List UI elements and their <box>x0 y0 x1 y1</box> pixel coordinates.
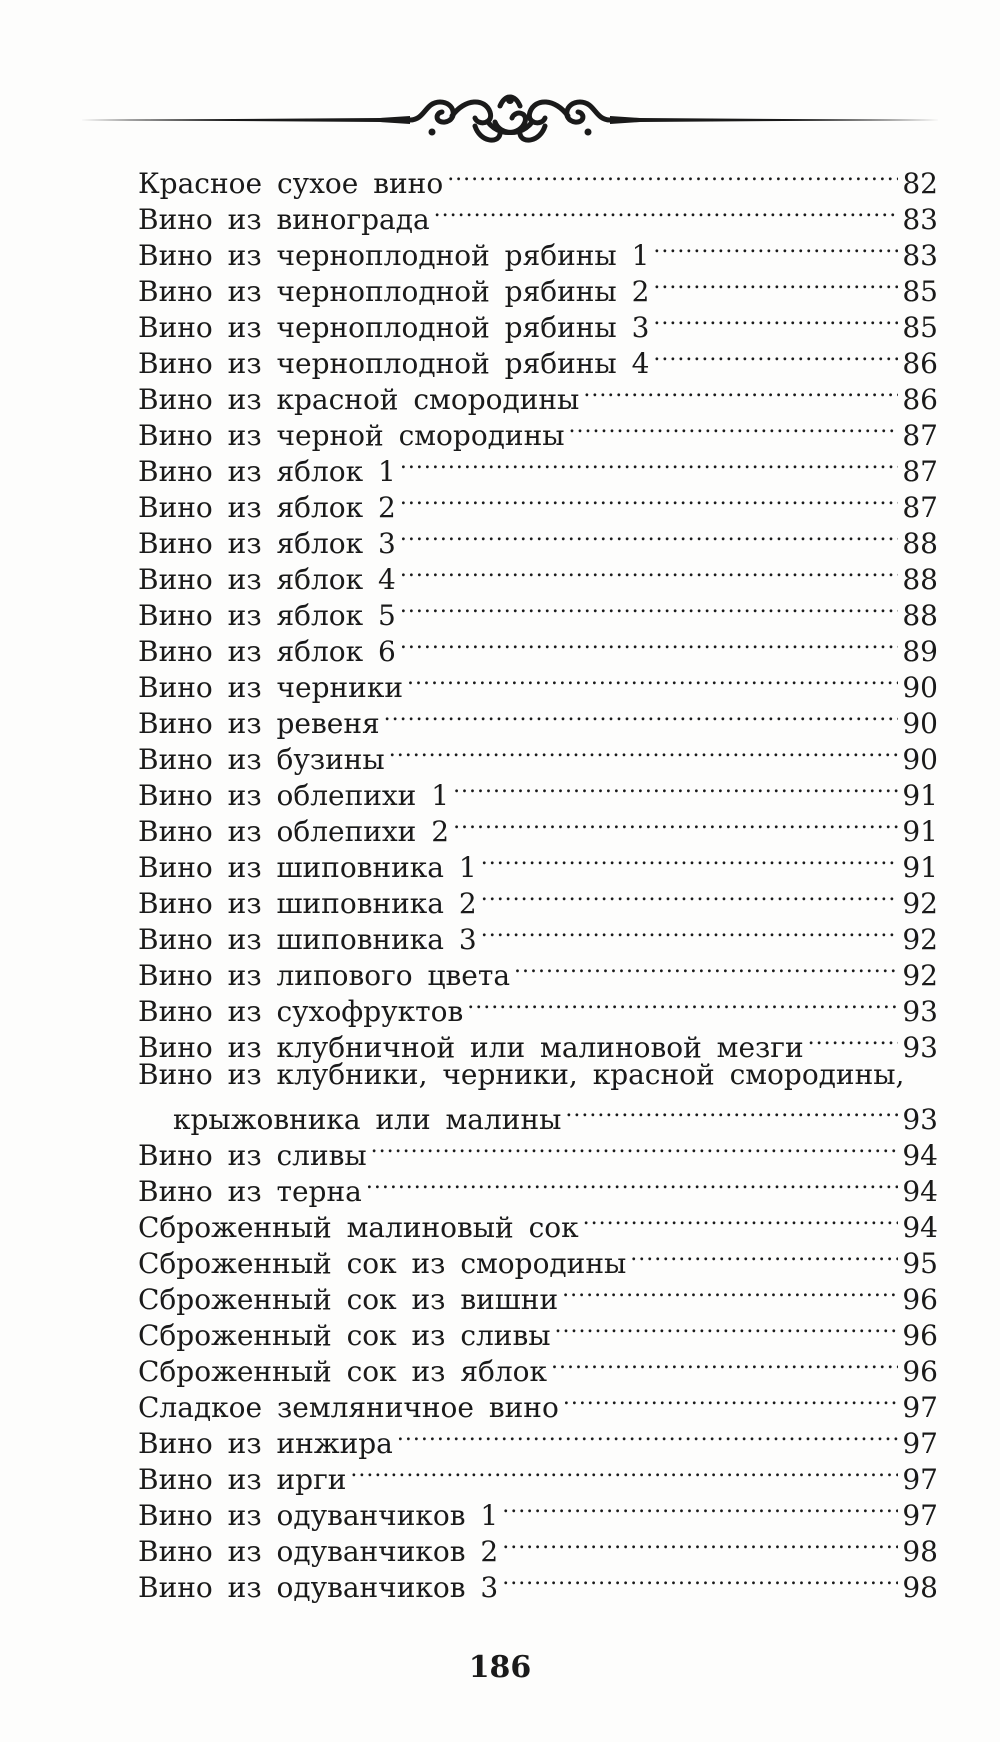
dot-leader <box>481 877 898 913</box>
toc-entry-title: Вино из черники <box>138 671 403 704</box>
dot-leader <box>481 913 898 949</box>
toc-entry-page: 98 <box>902 1535 938 1568</box>
dot-leader <box>434 193 898 229</box>
toc-entry-title: Вино из винограда <box>138 203 430 236</box>
toc-entry-page: 86 <box>902 347 938 380</box>
dot-leader <box>502 1489 898 1525</box>
toc-entry-title: Сброженный сок из смородины <box>138 1247 627 1280</box>
toc-entry-page: 94 <box>902 1139 938 1172</box>
dot-leader <box>407 661 898 697</box>
page-number: 186 <box>468 1650 532 1685</box>
toc-entry-title: Вино из бузины <box>138 743 385 776</box>
table-of-contents <box>138 157 938 1604</box>
toc-entry-page: 88 <box>902 563 938 596</box>
toc-entry-title: Вино из яблок 3 <box>138 527 396 560</box>
toc-entry-page: 87 <box>902 419 938 452</box>
dot-leader <box>397 1417 898 1453</box>
dot-leader <box>514 949 898 985</box>
toc-entry-title: Вино из черной смородины <box>138 419 565 452</box>
dot-leader <box>467 985 898 1021</box>
toc-entry-title: Вино из одуванчиков 1 <box>138 1499 499 1532</box>
toc-entry-page: 91 <box>902 815 938 848</box>
toc-entry-title: Вино из черноплодной рябины 2 <box>138 275 650 308</box>
toc-entry-page: 91 <box>902 779 938 812</box>
dot-leader <box>481 841 898 877</box>
toc-entry-title: Вино из шиповника 2 <box>138 887 477 920</box>
dot-leader <box>447 157 898 193</box>
dot-leader <box>502 1525 898 1561</box>
toc-entry-title: Вино из шиповника 1 <box>138 851 477 884</box>
toc-entry-page: 91 <box>902 851 938 884</box>
toc-entry-title: Вино из инжира <box>138 1427 393 1460</box>
toc-entry-title: Вино из яблок 6 <box>138 635 396 668</box>
toc-entry-page: 83 <box>902 239 938 272</box>
toc-entry-page: 96 <box>902 1283 938 1316</box>
toc-entry-title: Вино из красной смородины <box>138 383 580 416</box>
toc-entry-page: 98 <box>902 1571 938 1604</box>
toc-entry-page: 90 <box>902 743 938 776</box>
dot-leader <box>400 517 898 553</box>
dot-leader <box>653 337 898 373</box>
toc-entry-page: 87 <box>902 455 938 488</box>
toc-entry-title: Вино из яблок 4 <box>138 563 396 596</box>
dot-leader <box>400 481 898 517</box>
toc-entry-page: 85 <box>902 275 938 308</box>
toc-entry-page: 96 <box>902 1319 938 1352</box>
dot-leader <box>366 1165 898 1201</box>
toc-entry-page: 94 <box>902 1211 938 1244</box>
toc-entry-page: 88 <box>902 527 938 560</box>
dot-leader <box>562 1273 898 1309</box>
dot-leader <box>400 445 898 481</box>
toc-entry-page: 93 <box>902 995 938 1028</box>
toc-entry-page: 90 <box>902 671 938 704</box>
dot-leader <box>400 625 898 661</box>
toc-entry-page: 86 <box>902 383 938 416</box>
toc-entry-title: Вино из черноплодной рябины 3 <box>138 311 650 344</box>
toc-entry-title: Сладкое земляничное вино <box>138 1391 559 1424</box>
dot-leader <box>400 589 898 625</box>
dot-leader <box>389 733 898 769</box>
toc-entry-title: Вино из одуванчиков 3 <box>138 1571 499 1604</box>
dot-leader <box>565 1093 898 1129</box>
toc-entry-title: Вино из черноплодной рябины 4 <box>138 347 650 380</box>
toc-entry-page: 93 <box>902 1103 938 1136</box>
toc-entry-page: 94 <box>902 1175 938 1208</box>
dot-leader <box>808 1021 898 1057</box>
toc-entry-page: 92 <box>902 959 938 992</box>
toc-entry-title: Вино из ирги <box>138 1463 347 1496</box>
toc-entry-title: Вино из терна <box>138 1175 362 1208</box>
toc-entry-title: Вино из черноплодной рябины 1 <box>138 239 650 272</box>
toc-entry-page: 87 <box>902 491 938 524</box>
toc-entry-page: 82 <box>902 167 938 200</box>
toc-entry-title: Сброженный сок из сливы <box>138 1319 551 1352</box>
dot-leader <box>453 769 898 805</box>
toc-entry-title: Вино из липового цвета <box>138 959 511 992</box>
toc-entry-title: Вино из клубничной или малиновой мезги <box>138 1031 804 1064</box>
toc-entry-page: 92 <box>902 887 938 920</box>
toc-entry-page: 96 <box>902 1355 938 1388</box>
dot-leader <box>653 265 898 301</box>
toc-entry-page: 97 <box>902 1499 938 1532</box>
dot-leader <box>555 1309 898 1345</box>
dot-leader <box>502 1561 898 1597</box>
toc-entry-page: 93 <box>902 1031 938 1064</box>
dot-leader <box>453 805 898 841</box>
toc-entry-title: Вино из ревеня <box>138 707 380 740</box>
toc-entry-title: Вино из одуванчиков 2 <box>138 1535 499 1568</box>
toc-entry-page: 92 <box>902 923 938 956</box>
dot-leader <box>551 1345 898 1381</box>
toc-entry-title: Вино из шиповника 3 <box>138 923 477 956</box>
dot-leader <box>653 301 898 337</box>
toc-entry-page: 85 <box>902 311 938 344</box>
dot-leader <box>583 1201 898 1237</box>
toc-entry-title: Вино из яблок 2 <box>138 491 396 524</box>
dot-leader <box>563 1381 898 1417</box>
toc-entry-title: Вино из яблок 1 <box>138 455 396 488</box>
dot-leader <box>653 229 898 265</box>
toc-entry-title: Вино из яблок 5 <box>138 599 396 632</box>
toc-entry <box>138 1093 938 1136</box>
toc-entry-title: Вино из сухофруктов <box>138 995 464 1028</box>
toc-entry-title: Сброженный сок из яблок <box>138 1355 548 1388</box>
toc-entry-page: 90 <box>902 707 938 740</box>
toc-entry-page: 88 <box>902 599 938 632</box>
toc-entry-page: 83 <box>902 203 938 236</box>
dot-leader <box>400 553 898 589</box>
toc-entry <box>138 157 938 200</box>
dot-leader <box>384 697 898 733</box>
toc-entry-title: Вино из облепихи 1 <box>138 779 450 812</box>
dot-leader <box>630 1237 898 1273</box>
toc-entry-page: 95 <box>902 1247 938 1280</box>
dot-leader <box>569 409 898 445</box>
toc-entry-page: 97 <box>902 1463 938 1496</box>
dot-leader <box>371 1129 898 1165</box>
toc-entry-title: Вино из облепихи 2 <box>138 815 450 848</box>
toc-entry-page: 97 <box>902 1427 938 1460</box>
toc-entry <box>138 1057 938 1093</box>
toc-entry-title: Сброженный сок из вишни <box>138 1283 559 1316</box>
scroll-ornament-icon <box>80 80 940 150</box>
toc-entry-title: Красное сухое вино <box>138 167 444 200</box>
dot-leader <box>583 373 898 409</box>
toc-entry-page: 97 <box>902 1391 938 1424</box>
toc-entry-title: Вино из сливы <box>138 1139 367 1172</box>
dot-leader <box>350 1453 898 1489</box>
toc-entry-title: Вино из клубники, черники, красной смородины, <box>138 1058 905 1091</box>
toc-entry-title: крыжовника или малины <box>173 1103 562 1136</box>
toc-entry-page: 89 <box>902 635 938 668</box>
toc-entry-title: Сброженный малиновый сок <box>138 1211 579 1244</box>
